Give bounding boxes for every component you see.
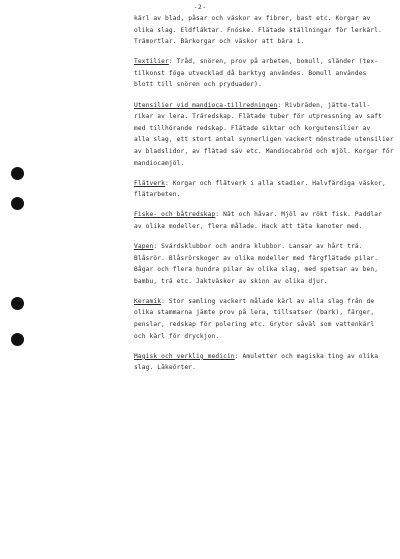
text-line: med tillhörande redskap. Flätade siktar och korgutensilier av [134, 124, 371, 132]
section-heading: Textilier [134, 58, 169, 66]
section-heading: Keramik [134, 297, 162, 305]
page-number: -2- [193, 3, 207, 11]
text-line: kärl av blad, påsar och väskor av fibrer, bast etc. Korgar av [134, 15, 371, 22]
text-line: rikar av lera. Träredskap. Flätade tuber för utpressning av saft [134, 113, 383, 121]
text-line: : Amuletter och magiska ting av olika [234, 352, 379, 360]
text-line: : Rivbräden, jätte-tall- [277, 101, 371, 109]
document-body [134, 13, 396, 382]
section-heading: Fiske- och båtredskap [134, 211, 216, 219]
text-line: olika slag. Eldfläktar. Fnöske. Flätade ställningar för lerkärl. [134, 26, 383, 34]
section-heading: Utensilier vid mandioca-tillredningen [134, 101, 278, 109]
text-line: blott till snören och pryduader). [134, 81, 262, 89]
text-line: slag. Läkeörter. [134, 364, 197, 372]
text-line: tilkonst föga utvecklad då barktyg användes. Bomull användes [134, 69, 367, 77]
paragraph-medicin [134, 351, 396, 374]
text-line: av olika modeller, flera målade. Hack att täta kanoter med. [134, 222, 363, 230]
section-heading: Flätverk [134, 179, 166, 187]
paragraph-fiske [134, 209, 396, 232]
text-line: av bladslidor, av flätad säv etc. Mandiocabröd och mjöl. Korgar för [134, 147, 394, 155]
text-line: Trämortlar. Bärkorgar och väskor att bära i. [134, 38, 305, 46]
text-line: : Stor samling vackert målade kärl av alla slag från de [161, 297, 375, 305]
text-line: penslar, redskap för polering etc. Grytor såväl som vattenkärl [134, 321, 375, 329]
text-line: olika stammarna jämte prov på lera, tillsatser (bark), färger, [134, 309, 375, 317]
punch-hole [11, 197, 24, 210]
punch-hole [11, 297, 24, 310]
paragraph-textilier [134, 56, 396, 91]
text-line: och kärl för dryckjon. [134, 332, 220, 340]
paragraph-flatverk [134, 178, 396, 201]
text-line: Bågar och flera hundra pilar av olika slag, med spetsar av ben, [134, 266, 379, 274]
section-heading: Vapen [134, 243, 154, 250]
text-line: mandiocamjöl. [134, 159, 185, 167]
section-heading: Magisk och verklig medicin [134, 352, 235, 360]
paragraph-continuation [134, 13, 396, 48]
punch-hole [11, 167, 24, 180]
paragraph-vapen [134, 241, 396, 287]
text-line: flätarbeten. [134, 191, 181, 199]
text-line: : Nät och håvar. Mjöl av rökt fisk. Paddlar [215, 211, 383, 219]
paragraph-utensilier [134, 100, 396, 170]
punch-hole [11, 333, 24, 346]
text-line: Blåsrör. Blåsrörskoger av olika modeller med färgflätade pilar. [134, 254, 379, 262]
text-line: : Svärdsklubbor och andra klubbor. Lansar av hårt trä. [153, 243, 363, 250]
text-line: : Korgar och flätverk i alla stadier. Halvfärdiga väskor, [165, 179, 386, 187]
text-line: : Tråd, snören, prov på arbeten, bomull, sländer (tex- [168, 58, 379, 66]
paragraph-keramik [134, 296, 396, 342]
text-line: bambu, trä etc. Jaktväskor av skinn av olika djur. [134, 277, 328, 285]
text-line: alla slag, ett stort antal synnerligen vackert mönstrade utensilier [134, 136, 394, 144]
